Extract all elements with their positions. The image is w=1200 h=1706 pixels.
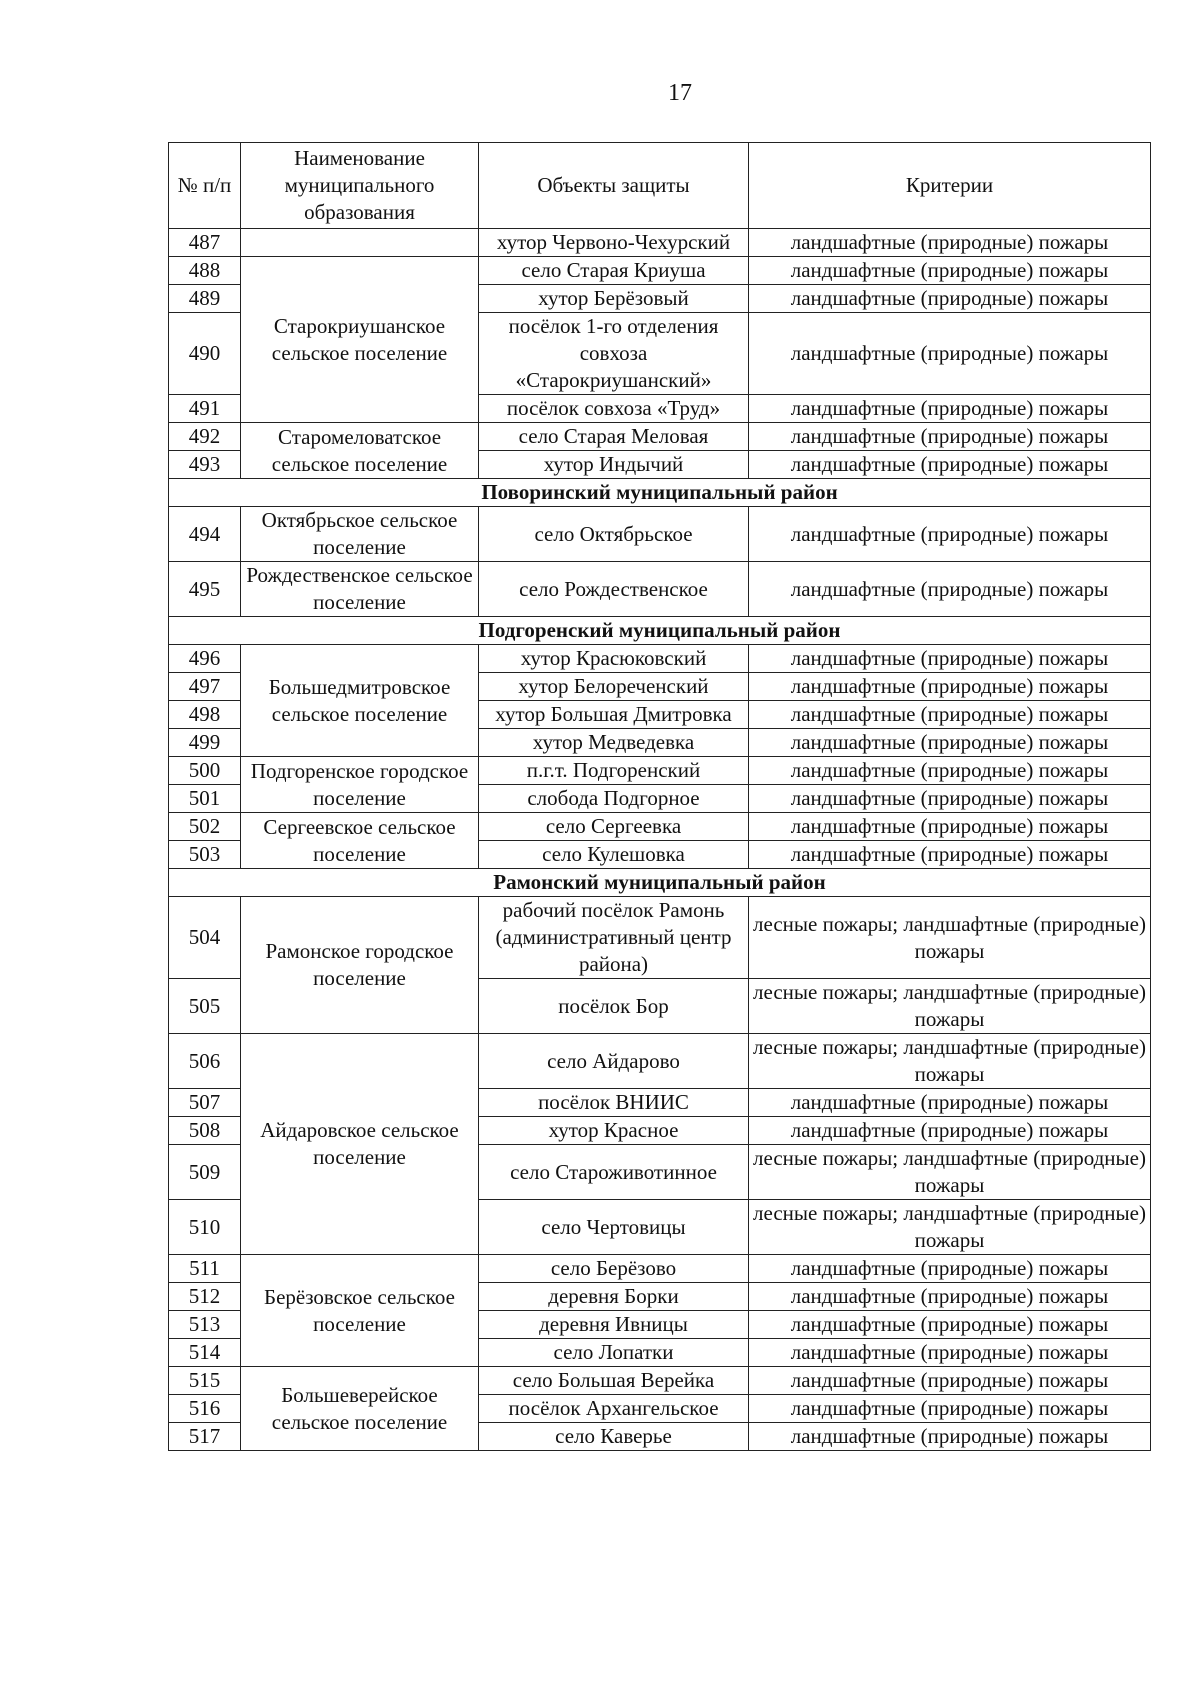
header-municipality: Наименование муниципального образования: [241, 143, 479, 229]
row-number: 510: [169, 1200, 241, 1255]
row-number: 489: [169, 285, 241, 313]
row-number: 494: [169, 507, 241, 562]
criteria-cell: лесные пожары; ландшафтные (природные) пожары: [749, 1034, 1151, 1089]
protected-objects-table: [168, 142, 1151, 1451]
criteria-cell: лесные пожары; ландшафтные (природные) пожары: [749, 979, 1151, 1034]
section-title: Подгоренский муниципальный район: [169, 617, 1151, 645]
object-cell: село Большая Верейка: [479, 1367, 749, 1395]
row-number: 516: [169, 1395, 241, 1423]
object-cell: посёлок 1-го отделения совхоза «Старокриушанский»: [479, 313, 749, 395]
object-cell: село Кулешовка: [479, 841, 749, 869]
criteria-cell: ландшафтные (природные) пожары: [749, 841, 1151, 869]
section-title: Рамонский муниципальный район: [169, 869, 1151, 897]
municipality-cell: Старокриушанское сельское поселение: [241, 257, 479, 423]
criteria-cell: ландшафтные (природные) пожары: [749, 285, 1151, 313]
municipality-cell: Сергеевское сельское поселение: [241, 813, 479, 869]
table-row: [169, 423, 1151, 451]
criteria-cell: лесные пожары; ландшафтные (природные) пожары: [749, 1200, 1151, 1255]
row-number: 491: [169, 395, 241, 423]
criteria-cell: ландшафтные (природные) пожары: [749, 562, 1151, 617]
row-number: 493: [169, 451, 241, 479]
section-row: [169, 479, 1151, 507]
criteria-cell: ландшафтные (природные) пожары: [749, 1395, 1151, 1423]
object-cell: село Чертовицы: [479, 1200, 749, 1255]
criteria-cell: ландшафтные (природные) пожары: [749, 423, 1151, 451]
header-objects: Объекты защиты: [479, 143, 749, 229]
criteria-cell: ландшафтные (природные) пожары: [749, 313, 1151, 395]
criteria-cell: ландшафтные (природные) пожары: [749, 395, 1151, 423]
row-number: 502: [169, 813, 241, 841]
municipality-cell: Подгоренское городское поселение: [241, 757, 479, 813]
criteria-cell: лесные пожары; ландшафтные (природные) пожары: [749, 897, 1151, 979]
object-cell: рабочий посёлок Рамонь (административный центр района): [479, 897, 749, 979]
municipality-cell: Старомеловатское сельское поселение: [241, 423, 479, 479]
table-row: [169, 1367, 1151, 1395]
table-header-row: [169, 143, 1151, 229]
section-title: Поворинский муниципальный район: [169, 479, 1151, 507]
municipality-cell: Октябрьское сельское поселение: [241, 507, 479, 562]
object-cell: хутор Индычий: [479, 451, 749, 479]
row-number: 501: [169, 785, 241, 813]
row-number: 509: [169, 1145, 241, 1200]
row-number: 500: [169, 757, 241, 785]
row-number: 517: [169, 1423, 241, 1451]
criteria-cell: ландшафтные (природные) пожары: [749, 257, 1151, 285]
criteria-cell: ландшафтные (природные) пожары: [749, 729, 1151, 757]
criteria-cell: ландшафтные (природные) пожары: [749, 757, 1151, 785]
object-cell: посёлок совхоза «Труд»: [479, 395, 749, 423]
row-number: 506: [169, 1034, 241, 1089]
object-cell: село Сергеевка: [479, 813, 749, 841]
object-cell: деревня Борки: [479, 1283, 749, 1311]
criteria-cell: ландшафтные (природные) пожары: [749, 1423, 1151, 1451]
object-cell: село Айдарово: [479, 1034, 749, 1089]
criteria-cell: ландшафтные (природные) пожары: [749, 1255, 1151, 1283]
object-cell: слобода Подгорное: [479, 785, 749, 813]
header-num: № п/п: [169, 143, 241, 229]
row-number: 496: [169, 645, 241, 673]
table-row: [169, 645, 1151, 673]
table-row: [169, 562, 1151, 617]
row-number: 508: [169, 1117, 241, 1145]
row-number: 490: [169, 313, 241, 395]
object-cell: село Берёзово: [479, 1255, 749, 1283]
criteria-cell: ландшафтные (природные) пожары: [749, 785, 1151, 813]
criteria-cell: ландшафтные (природные) пожары: [749, 701, 1151, 729]
table-row: [169, 757, 1151, 785]
object-cell: хутор Белореченский: [479, 673, 749, 701]
row-number: 504: [169, 897, 241, 979]
table-row: [169, 257, 1151, 285]
municipality-cell: Рамонское городское поселение: [241, 897, 479, 1034]
object-cell: хутор Червоно-Чехурский: [479, 229, 749, 257]
row-number: 513: [169, 1311, 241, 1339]
table-row: [169, 1255, 1151, 1283]
municipality-cell-empty: [241, 229, 479, 257]
criteria-cell: ландшафтные (природные) пожары: [749, 1283, 1151, 1311]
table-row: [169, 507, 1151, 562]
row-number: 498: [169, 701, 241, 729]
row-number: 492: [169, 423, 241, 451]
criteria-cell: лесные пожары; ландшафтные (природные) пожары: [749, 1145, 1151, 1200]
row-number: 511: [169, 1255, 241, 1283]
criteria-cell: ландшафтные (природные) пожары: [749, 229, 1151, 257]
criteria-cell: ландшафтные (природные) пожары: [749, 1117, 1151, 1145]
object-cell: село Рождественское: [479, 562, 749, 617]
section-row: [169, 617, 1151, 645]
object-cell: село Старая Криуша: [479, 257, 749, 285]
object-cell: хутор Большая Дмитровка: [479, 701, 749, 729]
row-number: 507: [169, 1089, 241, 1117]
table-row: [169, 1034, 1151, 1089]
object-cell: хутор Красюковский: [479, 645, 749, 673]
criteria-cell: ландшафтные (природные) пожары: [749, 1311, 1151, 1339]
criteria-cell: ландшафтные (природные) пожары: [749, 673, 1151, 701]
object-cell: село Октябрьское: [479, 507, 749, 562]
row-number: 505: [169, 979, 241, 1034]
object-cell: село Старая Меловая: [479, 423, 749, 451]
page-number: 17: [668, 80, 692, 106]
object-cell: село Каверье: [479, 1423, 749, 1451]
object-cell: посёлок ВНИИС: [479, 1089, 749, 1117]
row-number: 488: [169, 257, 241, 285]
criteria-cell: ландшафтные (природные) пожары: [749, 1339, 1151, 1367]
row-number: 512: [169, 1283, 241, 1311]
criteria-cell: ландшафтные (природные) пожары: [749, 507, 1151, 562]
section-row: [169, 869, 1151, 897]
municipality-cell: Айдаровское сельское поселение: [241, 1034, 479, 1255]
table-row: [169, 229, 1151, 257]
criteria-cell: ландшафтные (природные) пожары: [749, 451, 1151, 479]
row-number: 495: [169, 562, 241, 617]
object-cell: посёлок Архангельское: [479, 1395, 749, 1423]
municipality-cell: Рождественское сельское поселение: [241, 562, 479, 617]
criteria-cell: ландшафтные (природные) пожары: [749, 1089, 1151, 1117]
object-cell: хутор Красное: [479, 1117, 749, 1145]
row-number: 503: [169, 841, 241, 869]
object-cell: п.г.т. Подгоренский: [479, 757, 749, 785]
row-number: 515: [169, 1367, 241, 1395]
object-cell: село Староживотинное: [479, 1145, 749, 1200]
row-number: 497: [169, 673, 241, 701]
row-number: 499: [169, 729, 241, 757]
criteria-cell: ландшафтные (природные) пожары: [749, 645, 1151, 673]
object-cell: посёлок Бор: [479, 979, 749, 1034]
object-cell: село Лопатки: [479, 1339, 749, 1367]
row-number: 487: [169, 229, 241, 257]
object-cell: хутор Медведевка: [479, 729, 749, 757]
table-row: [169, 897, 1151, 979]
row-number: 514: [169, 1339, 241, 1367]
criteria-cell: ландшафтные (природные) пожары: [749, 1367, 1151, 1395]
municipality-cell: Большеверейское сельское поселение: [241, 1367, 479, 1451]
table-row: [169, 813, 1151, 841]
municipality-cell: Берёзовское сельское поселение: [241, 1255, 479, 1367]
criteria-cell: ландшафтные (природные) пожары: [749, 813, 1151, 841]
municipality-cell: Большедмитровское сельское поселение: [241, 645, 479, 757]
object-cell: деревня Ивницы: [479, 1311, 749, 1339]
object-cell: хутор Берёзовый: [479, 285, 749, 313]
header-criteria: Критерии: [749, 143, 1151, 229]
